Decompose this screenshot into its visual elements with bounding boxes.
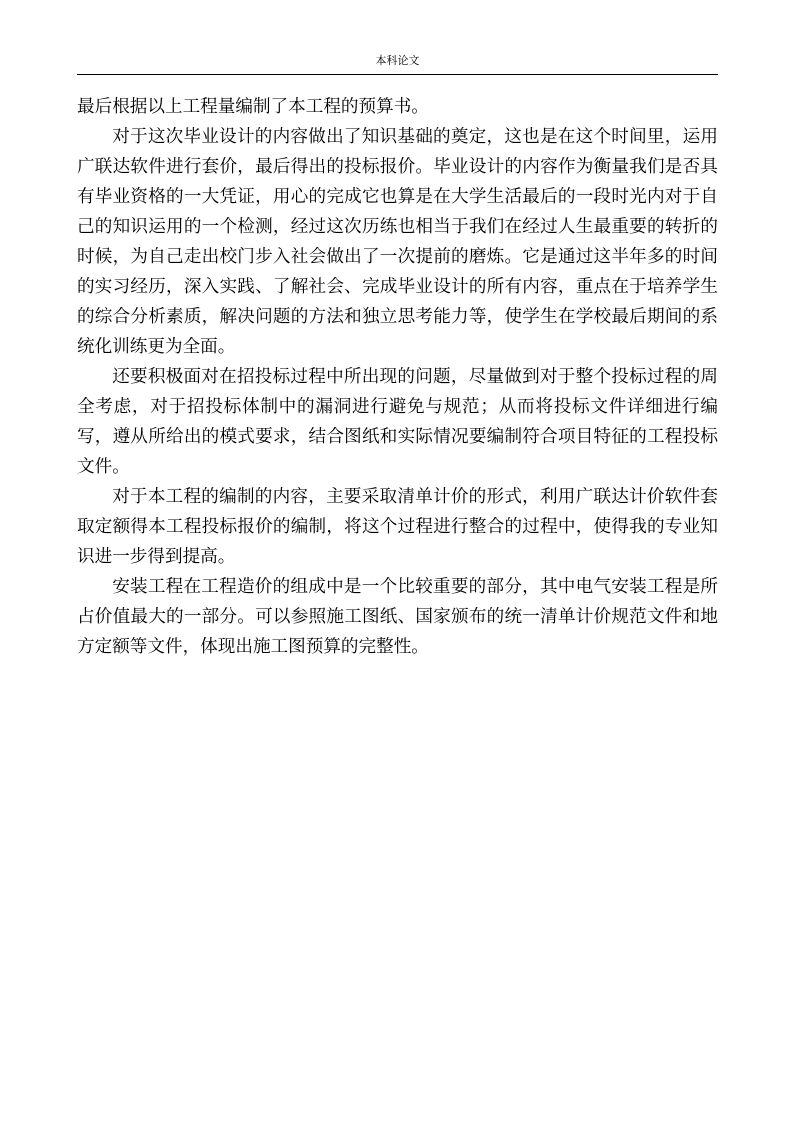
paragraph: 对于本工程的编制的内容，主要采取清单计价的形式，利用广联达计价软件套取定额得本工程投标报价的编制，将这个过程进行整合的过程中，使得我的专业知识进一步得到提高。: [77, 487, 718, 567]
header-title: 本科论文: [375, 54, 420, 67]
paragraph: 安装工程在工程造价的组成中是一个比较重要的部分，其中电气安装工程是所占价值最大的一部分。可以参照施工图纸、国家颁布的统一清单计价规范文件和地方定额等文件，体现出施工图预算的完整性。: [77, 577, 718, 657]
paragraph: 还要积极面对在招投标过程中所出现的问题，尽量做到对于整个投标过程的周全考虑，对于招投标体制中的漏洞进行避免与规范；从而将投标文件详细进行编写，遵从所给出的模式要求，结合图纸和实际情况要编制符合项目特征的工程投标文件。: [77, 367, 718, 477]
paragraph: 对于这次毕业设计的内容做出了知识基础的奠定，这也是在这个时间里，运用广联达软件进行套价，最后得出的投标报价。毕业设计的内容作为衡量我们是否具有毕业资格的一大凭证，用心的完成它也算是在大学生活最后的一段时光内对于自己的知识运用的一个检测，经过这次历练也相当于我们在经过人生最重要的转折的时候，为自己走出校门步入社会做出了一次提前的磨炼。它是通过这半年多的时间的实习经历，深入实践、了解社会、完成毕业设计的所有内容，重点在于培养学生的综合分析素质，解决问题的方法和独立思考能力等，使学生在学校最后期间的系统化训练更为全面。: [77, 127, 718, 357]
page-header: [77, 54, 718, 75]
paragraph-continuation: 最后根据以上工程量编制了本工程的预算书。: [77, 97, 429, 117]
document-body: [77, 92, 718, 662]
